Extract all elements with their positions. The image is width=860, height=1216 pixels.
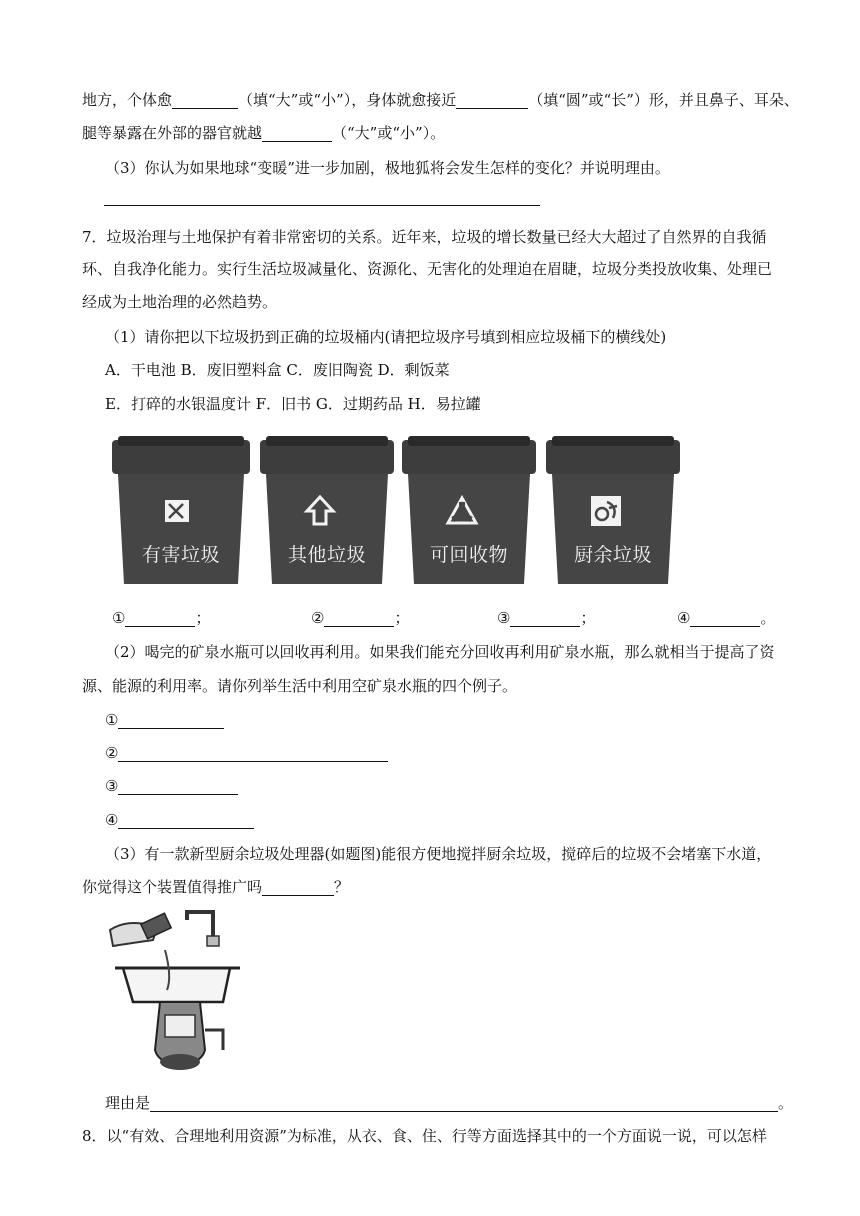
q7-intro-3: 经成为土地治理的必然趋势。 [82,293,278,311]
other-waste-bin: 其他垃圾 [258,432,396,587]
answer-blank[interactable] [118,812,254,829]
recyclable-bin: 可回收物 [400,432,538,587]
answer-blank[interactable] [456,92,528,109]
answer-line[interactable] [104,205,540,206]
answer-blank[interactable] [118,745,388,762]
food-waste-disposer-figure [105,910,255,1080]
answer-blank[interactable] [510,610,580,627]
answer-blank[interactable] [172,92,238,109]
answer-blank[interactable] [118,712,224,729]
q7-options-2: E．打碎的水银温度计 F．旧书 G．过期药品 H．易拉罐 [105,395,481,413]
answer-blank[interactable] [324,610,394,627]
reason-line: 理由是 。 [105,1094,794,1112]
example-1: ① [105,710,224,730]
hazard-icon [157,494,191,528]
other-waste-icon [303,494,337,528]
q8-intro: 8．以“有效、合理地利用资源”为标准，从衣、食、住、行等方面选择其中的一个方面说一说，可以怎样 [82,1127,767,1145]
slot-4: ④ 。 [677,609,776,627]
q6-line-2: 腿等暴露在外部的器官就越 （“大”或“小”）。 [82,124,446,142]
example-2: ② [105,743,388,763]
q7-intro-2: 环、自我净化能力。实行生活垃圾减量化、资源化、无害化的处理迫在眉睫，垃圾分类投放收集、处理已 [82,260,773,278]
kitchen-waste-bin: 厨余垃圾 [544,432,682,587]
answer-blank[interactable] [150,1095,778,1112]
trash-bins-figure [112,432,687,592]
answer-blank[interactable] [125,610,195,627]
example-4: ④ [105,810,254,830]
q6-sub-question-3: （3）你认为如果地球“变暖”进一步加剧，极地狐将会发生怎样的变化？并说明理由。 [105,159,670,177]
recycle-icon [445,494,479,528]
answer-blank[interactable] [262,879,334,896]
q7-sub-question-3-line-2: 你觉得这个装置值得推广吗 ？ [82,878,350,896]
q7-intro-1: 7．垃圾治理与土地保护有着非常密切的关系。近年来，垃圾的增长数量已经大大超过了自然界的自我循 [82,228,767,246]
slot-2: ② ； [311,609,410,627]
hazardous-waste-bin: 有害垃圾 [112,432,250,587]
q7-sub-question-3-line-1: （3）有一款新型厨余垃圾处理器(如题图)能很方便地搅拌厨余垃圾，搅碎后的垃圾不会堵塞下水道， [105,845,772,863]
answer-blank[interactable] [690,610,760,627]
answer-blank[interactable] [262,125,332,142]
q7-sub-question-2-line-2: 源、能源的利用率。请你列举生活中利用空矿泉水瓶的四个例子。 [82,677,518,695]
slot-1: ① ； [112,609,211,627]
kitchen-waste-icon [589,494,623,528]
example-3: ③ [105,776,238,796]
q7-options-1: A．干电池 B．废旧塑料盒 C．废旧陶瓷 D．剩饭菜 [105,361,450,379]
q6-line-1: 地方，个体愈 （填“大”或“小”），身体就愈接近 （填“圆”或“长”）形，并且鼻子、耳朵、 [82,91,799,109]
q7-sub-question-1: （1）请你把以下垃圾扔到正确的垃圾桶内(请把垃圾序号填到相应垃圾桶下的横线处) [105,328,667,346]
slot-3: ③ ； [497,609,596,627]
q7-sub-question-2-line-1: （2）喝完的矿泉水瓶可以回收再利用。如果我们能充分回收再利用矿泉水瓶，那么就相当于提高了资 [105,643,775,661]
answer-blank[interactable] [118,778,238,795]
